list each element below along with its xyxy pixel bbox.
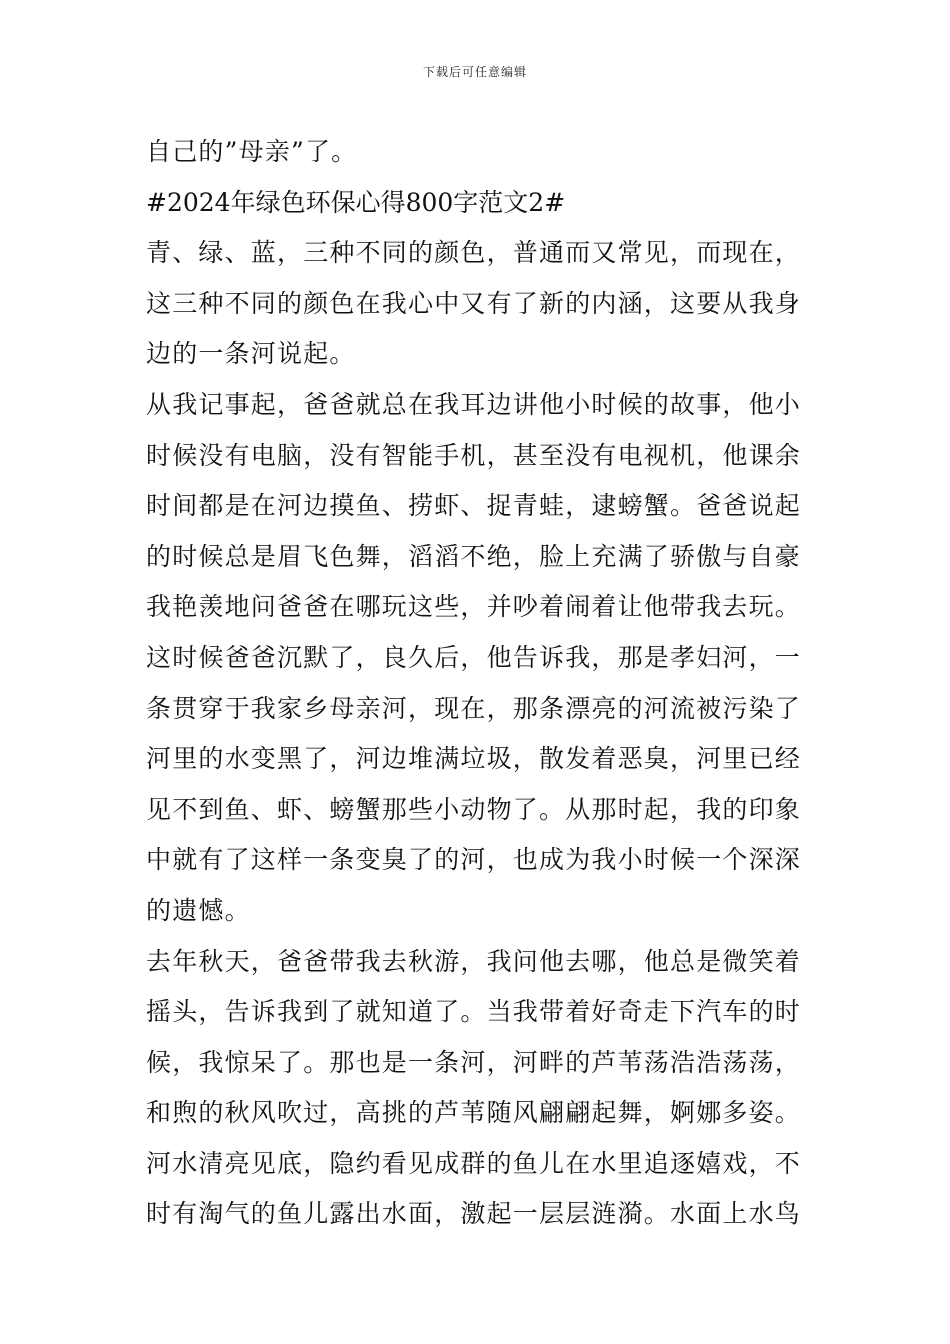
text-line: 这时候爸爸沉默了，良久后，他告诉我，那是孝妇河，一 [146,642,802,672]
text-line: 这三种不同的颜色在我心中又有了新的内涵，这要从我身 [146,288,802,318]
text-line: 去年秋天，爸爸带我去秋游，我问他去哪，他总是微笑着 [146,946,802,976]
text-line: 见不到鱼、虾、螃蟹那些小动物了。从那时起，我的印象 [146,794,802,824]
text-line: 时有淘气的鱼儿露出水面，激起一层层涟漪。水面上水鸟 [146,1199,802,1229]
text-line: 的时候总是眉飞色舞，滔滔不绝，脸上充满了骄傲与自豪 [146,541,802,571]
text-line: 和煦的秋风吹过，高挑的芦苇随风翩翩起舞，婀娜多姿。 [146,1098,802,1128]
text-line: 时候没有电脑，没有智能手机，甚至没有电视机，他课余 [146,440,802,470]
text-line: 河水清亮见底，隐约看见成群的鱼儿在水里追逐嬉戏，不 [146,1148,802,1178]
section-heading: #2024年绿色环保心得800字范文2# [146,187,566,217]
text-line: 河里的水变黑了，河边堆满垃圾，散发着恶臭，河里已经 [146,744,802,774]
text-line: 中就有了这样一条变臭了的河，也成为我小时候一个深深 [146,845,802,875]
page-header: 下载后可任意编辑 [422,65,527,79]
document-body [146,127,816,1240]
text-line: 的遗憾。 [146,895,251,925]
text-line: 摇头，告诉我到了就知道了。当我带着好奇走下汽车的时 [146,997,802,1027]
text-line: 时间都是在河边摸鱼、捞虾、捉青蛙，逮螃蟹。爸爸说起 [146,491,802,521]
text-line: 青、绿、蓝，三种不同的颜色，普通而又常见，而现在， [146,238,802,268]
text-line: 边的一条河说起。 [146,339,356,369]
text-line: 我艳羡地问爸爸在哪玩这些，并吵着闹着让他带我去玩。 [146,592,802,622]
text-line: 候，我惊呆了。那也是一条河，河畔的芦苇荡浩浩荡荡， [146,1047,802,1077]
text-line: 条贯穿于我家乡母亲河，现在，那条漂亮的河流被污染了 [146,693,802,723]
text-line: 从我记事起，爸爸就总在我耳边讲他小时候的故事，他小 [146,389,802,419]
text-line: 自己的”母亲”了。 [146,137,358,166]
